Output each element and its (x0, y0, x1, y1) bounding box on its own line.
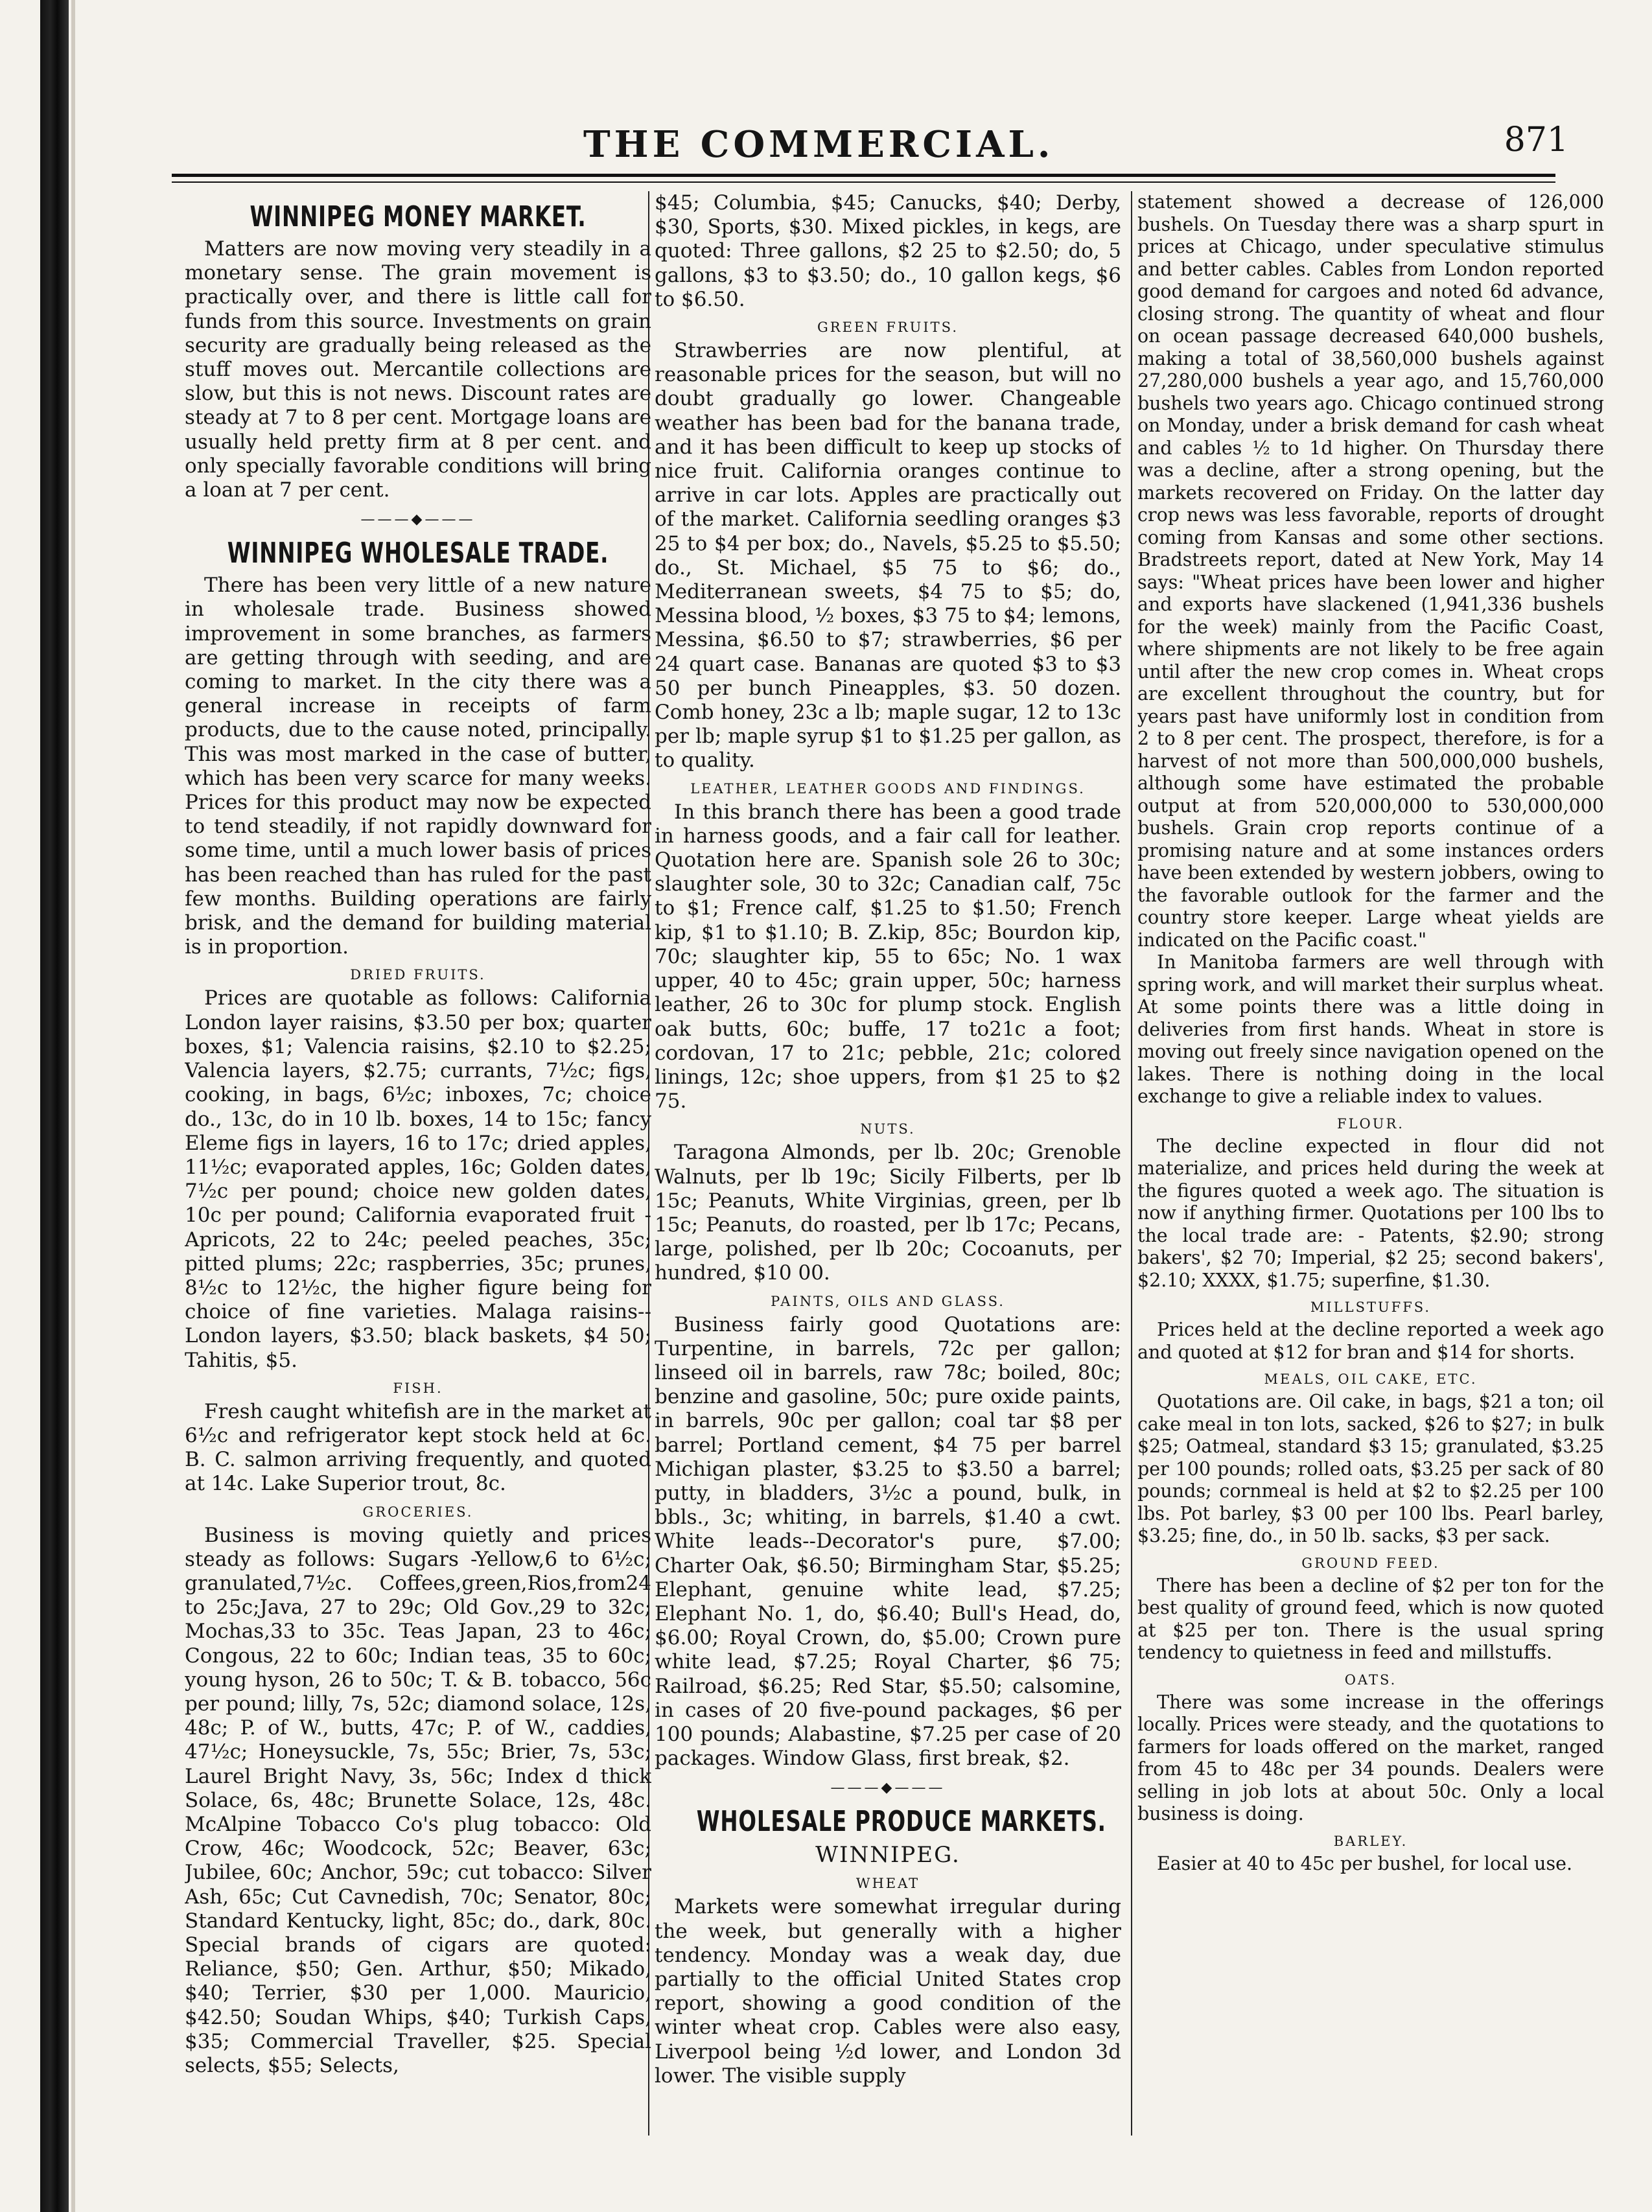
wheat-subheading: WHEAT (855, 1876, 920, 1892)
green-fruits-subheading: GREEN FRUITS. (817, 320, 959, 336)
dried-fruits-paragraph: Prices are quotable as follows: California London layer raisins, $3.50 per box; quarter boxes, $1; Valencia raisins, $2.10 to $2.25; Valencia layers, $2.75; currants, 7½c; figs, cooking, in bags, 6½c; inboxes, 7c; choice do., 13c, do in 10 lb. boxes, 14 to 15c; fancy Eleme figs in layers, 16 to 17c; dried apples, 11½c; evaporated apples, 16c; Golden dates, 7½c per pound; choice new golden dates, 10c per pound; California evaporated fruit - Apricots, 22 to 24c; peeled peaches, 35c; pitted plums; 22c; raspberries, 35c; prunes, 8½c to 12½c, the higher figure being for choice of fine varieties. Malaga raisins--London layers, $3.50; black baskets, $4 50; Tahitis, $5. (185, 986, 651, 1372)
wholesale-trade-heading: WINNIPEG WHOLESALE TRADE. (227, 537, 609, 570)
wheat-paragraph: Markets were somewhat irregular during the week, but generally with a higher tendency. Monday was a weak day, due partially to the official United States crop report, showing a good condition of the winter wheat crop. Cables were also easy, Liverpool being ½d lower, and London 3d lower. The visible supply (655, 1895, 1121, 2088)
meals-subheading: MEALS, OIL CAKE, ETC. (1264, 1371, 1478, 1387)
page-number: 871 (1504, 121, 1568, 159)
cigars-continued-paragraph: $45; Columbia, $45; Canucks, $40; Derby, $30, Sports, $30. Mixed pickles, in kegs, are quoted: Three gallons, $2 25 to $2.50; do, 5 gallons, $3 to $3.50; do., 10 gallon kegs, $6 to $6.50. (655, 191, 1121, 311)
dried-fruits-subheading: DRIED FRUITS. (350, 967, 486, 983)
page-header (117, 123, 1588, 175)
header-rule-thick (172, 174, 1555, 177)
nuts-subheading: NUTS. (860, 1121, 916, 1137)
money-market-paragraph: Matters are now moving very steadily in a monetary sense. The grain movement is practically over, and there is little call for funds from this source. Investments on grain security are gradually being released as the stuff moves out. Mercantile collections are slow, but this is not news. Discount rates are steady at 7 to 8 per cent. Mortgage loans are usually held pretty firm at 8 per cent. and only specially favorable conditions will bring a loan at 7 per cent. (185, 237, 651, 502)
flour-subheading: FLOUR. (1337, 1115, 1404, 1132)
green-fruits-paragraph: Strawberries are now plentiful, at reasonable prices for the season, but will no doubt gradually go lower. Changeable weather has been bad for the banana trade, and it has been difficult to keep up stocks of nice fruit. California oranges continue to arrive in car lots. Apples are practically out of the market. California seedling oranges $3 25 to $4 per box; do., Navels, $5.25 to $5.50; do., St. Michael, $5 75 to $6; do., Mediterranean sweets, $4 75 to $5; do, Messina blood, ½ boxes, $3 75 to $4; lemons, Messina, $6.50 to $7; strawberries, $6 per 24 quart case. Bananas are quoted $3 to $3 50 per bunch Pineapples, $3. 50 dozen. Comb honey, 23c a lb; maple sugar, 12 to 13c per lb; maple syrup $1 to $1.25 per gallon, as to quality. (655, 339, 1121, 773)
millstuffs-subheading: MILLSTUFFS. (1310, 1299, 1432, 1315)
leather-paragraph: In this branch there has been a good trade in harness goods, and a fair call for leather. Quotation here are. Spanish sole 26 to 30c; slaughter sole, 30 to 32c; Canadian calf, 75c to $1; Frence calf, $1.25 to $1.50; French kip, $1 to $1.10; B. Z.kip, 85c; Bourdon kip, 70c; slaughter kip, 55 to 65c; No. 1 wax upper, 40 to 45c; grain upper, 50c; harness leather, 26 to 30c for plump stock. English oak butts, 60c; buffe, 17 to21c a foot; cordovan, 17 to 21c; pebble, 21c; colored linings, 12c; shoe uppers, from $1 25 to $2 75. (655, 800, 1121, 1113)
page-binding-gutter (71, 0, 75, 2212)
column-divider-2 (1131, 191, 1132, 2136)
groceries-subheading: GROCERIES. (362, 1504, 474, 1520)
produce-markets-heading: WHOLESALE PRODUCE MARKETS. (696, 1805, 1106, 1839)
millstuffs-paragraph: Prices held at the decline reported a week ago and quoted at $12 for bran and $14 for shorts. (1137, 1319, 1604, 1363)
ground-feed-paragraph: There has been a decline of $2 per ton for the best quality of ground feed, which is now quoted at $25 per ton. There is the usual spring tendency to quietness in feed and millstuffs. (1137, 1574, 1604, 1663)
paints-subheading: PAINTS, OILS AND GLASS. (771, 1293, 1005, 1309)
page-binding-edge (40, 0, 69, 2212)
wheat-continued-paragraph: statement showed a decrease of 126,000 bushels. On Tuesday there was a sharp spurt in prices at Chicago, under speculative stimulus and better cables. Cables from London reported good demand for cargoes and noted 6d advance, closing strong. The quantity of wheat and flour on ocean passage decreased 640,000 bushels, making a total of 38,560,000 bushels against 27,280,000 bushels a year ago, and 15,760,000 bushels two years ago. Chicago continued strong on Monday, under a brisk demand for cash wheat and cables ½ to 1d higher. On Thursday there was a decline, after a strong opening, but the markets recovered on Friday. On the latter day crop news was less favorable, reports of drought coming from Kansas and some other sections. Bradstreets report, dated at New York, May 14 says: "Wheat prices have been lower and higher and exports have slackened (1,941,336 bushels for the week) mainly from the Pacific Coast, where shipments are not likely to be free again until after the new crop comes in. Wheat crops are excellent throughout the country, but for years past have uniformly lost in condition from 2 to 8 per cent. The prospect, therefore, is for a harvest of not more than 500,000,000 bushels, although some have estimated the probable output at from 520,000,000 to 530,000,000 bushels. Grain crop reports continue of a promising nature and at some instances orders have been extended by western jobbers, owing to the favorable outlook for the farmer and the country store keeper. Large wheat yields are indicated on the Pacific coast." (1137, 191, 1604, 951)
column-1 (185, 191, 651, 2136)
paints-paragraph: Business fairly good Quotations are: Turpentine, in barrels, 72c per gallon; linseed oil in barrels, raw 78c; boiled, 80c; benzine and gasoline, 50c; pure oxide paints, in barrels, 90c per gallon; coal tar $8 per barrel; Portland cement, $4 75 per barrel Michigan plaster, $3.25 to $3.50 a barrel; putty, in bladders, 3½c a pound, bulk, in bbls., 3c; whiting, in barrels, $1.40 a cwt. White leads--Decorator's pure, $7.00; Charter Oak, $6.50; Birmingham Star, $5.25; Elephant, genuine white lead, $7.25; Elephant No. 1, do, $6.40; Bull's Head, do, $6.00; Royal Crown, do, $5.00; Crown pure white lead, $7.25; Royal Charter, $6 75; Railroad, $6.25; Red Star, $5.50; calsomine, in cases of 20 five-pound packages, $6 per 100 pounds; Alabastine, $7.25 per case of 20 packages. Window Glass, first break, $2. (655, 1312, 1121, 1771)
money-market-heading: WINNIPEG MONEY MARKET. (250, 200, 587, 233)
winnipeg-subheading: WINNIPEG. (815, 1842, 960, 1869)
masthead-title: THE COMMERCIAL. (583, 123, 1054, 166)
column-3 (1137, 191, 1604, 2136)
section-separator: ———◆——— (360, 511, 476, 528)
manitoba-paragraph: In Manitoba farmers are well through with spring work, and will market their surplus wheat. At some points there was a little doing in deliveries from first hands. Wheat in store is moving out freely since navigation opened on the lakes. There is nothing doing in the local exchange to give a reliable index to values. (1137, 951, 1604, 1107)
leather-subheading: LEATHER, LEATHER GOODS AND FINDINGS. (690, 780, 1086, 797)
groceries-paragraph: Business is moving quietly and prices steady as follows: Sugars -Yellow,6 to 6½c; granulated,7½c. Coffees,green,Rios,from24 to 25c;Java, 27 to 29c; Old Gov.,29 to 32c; Mochas,33 to 35c. Teas Japan, 23 to 46c; Congous, 22 to 60c; Indian teas, 35 to 60c; young hyson, 26 to 50c; T. & B. tobacco, 56c per pound; lilly, 7s, 52c; diamond solace, 12s, 48c; P. of W., butts, 47c; P. of W., caddies, 47½c; Honeysuckle, 7s, 55c; Brier, 7s, 53c; Laurel Bright Navy, 3s, 56c; Index d thick Solace, 6s, 48c; Brunette Solace, 12s, 48c. McAlpine Tobacco Co's plug tobacco: Old Crow, 46c; Woodcock, 52c; Beaver, 63c; Jubilee, 60c; Anchor, 59c; cut tobacco: Silver Ash, 65c; Cut Cavnedish, 70c; Senator, 80c; Standard Kentucky, light, 85c; do., dark, 80c. Special brands of cigars are quoted: Reliance, $50; Gen. Arthur, $50; Mikado, $40; Terrier, $30 per 1,000. Mauricio, $42.50; Soudan Whips, $40; Turkish Caps, $35; Commercial Traveller, $25. Special selects, $55; Selects, (185, 1523, 651, 2078)
header-rule-thin (172, 181, 1555, 183)
flour-paragraph: The decline expected in flour did not materialize, and prices held during the week at the figures quoted a week ago. The situation is now if anything firmer. Quotations per 100 lbs to the local trade are: - Patents, $2.90; strong bakers', $2 70; Imperial, $2 25; second bakers', $2.10; XXXX, $1.75; superfine, $1.30. (1137, 1135, 1604, 1291)
wholesale-trade-paragraph: There has been very little of a new nature in wholesale trade. Business showed improvement in some branches, as farmers are getting through with seeding, and are coming to market. In the city there was a general increase in receipts of farm products, due to the cause noted, principally. This was most marked in the case of butter, which has been very scarce for many weeks. Prices for this product may now be expected to tend steadily, if not rapidly downward for some time, until a much lower basis of prices has been reached than has ruled for the past few months. Building operations are fairly brisk, and the demand for building material is in proportion. (185, 574, 651, 959)
column-2 (655, 191, 1121, 2136)
nuts-paragraph: Taragona Almonds, per lb. 20c; Grenoble Walnuts, per lb 19c; Sicily Filberts, per lb 15c; Peanuts, White Virginias, green, per lb 15c; Peanuts, do roasted, per lb 17c; Pecans, large, polished, per lb 20c; Cocoanuts, per hundred, $10 00. (655, 1141, 1121, 1285)
ground-feed-subheading: GROUND FEED. (1301, 1555, 1440, 1571)
fish-paragraph: Fresh caught whitefish are in the market at 6½c and refrigerator kept stock held at 6c. B. C. salmon arriving frequently, and quoted at 14c. Lake Superior trout, 8c. (185, 1399, 651, 1496)
meals-paragraph: Quotations are. Oil cake, in bags, $21 a ton; oil cake meal in ton lots, sacked, $26 to $27; in bulk $25; Oatmeal, standard $3 15; granulated, $3.25 per 100 pounds; rolled oats, $3.25 per sack of 80 pounds; cornmeal is held at $2 to $2.25 per 100 lbs. Pot barley, $3 00 per 100 lbs. Pearl barley, $3.25; fine, do., in 50 lb. sacks, $3 per sack. (1137, 1391, 1604, 1546)
oats-paragraph: There was some increase in the offerings locally. Prices were steady, and the quotations to farmers for loads offered on the market, ranged from 45 to 48c per 34 pounds. Dealers were selling in job lots at about 50c. Only a local business is doing. (1137, 1691, 1604, 1824)
fish-subheading: FISH. (393, 1380, 443, 1396)
barley-subheading: BARLEY. (1333, 1833, 1408, 1849)
section-separator: ———◆——— (830, 1780, 946, 1797)
oats-subheading: OATS. (1344, 1671, 1397, 1688)
barley-paragraph: Easier at 40 to 45c per bushel, for local use. (1157, 1852, 1573, 1874)
